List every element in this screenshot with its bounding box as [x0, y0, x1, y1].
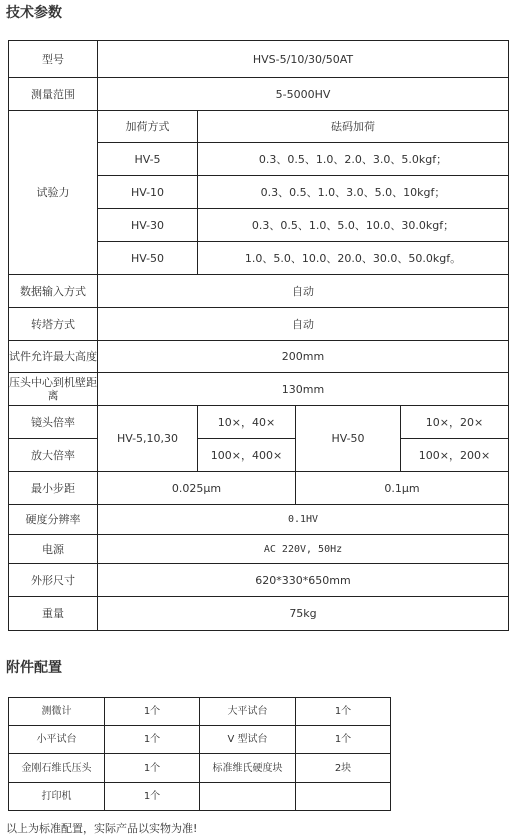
min-step-b: 0.1μm: [296, 472, 509, 505]
accessory-row: [9, 783, 391, 811]
accessory-qty: 1个: [296, 698, 391, 726]
resolution-label: 硬度分辨率: [9, 505, 98, 535]
spec-row-range: [9, 78, 509, 111]
accessories-table: [8, 697, 391, 811]
turret-value: 自动: [98, 308, 509, 341]
min-step-label: 最小步距: [9, 472, 98, 505]
range-value: 5-5000HV: [98, 78, 509, 111]
test-force-label: 试验力: [9, 111, 98, 275]
spec-row-throat: [9, 373, 509, 406]
model-label: 型号: [9, 41, 98, 78]
accessory-name: 小平试台: [9, 726, 105, 754]
spec-row-max-height: [9, 341, 509, 373]
force-values: 0.3、0.5、1.0、2.0、3.0、5.0kgf；: [198, 143, 509, 176]
force-model: HV-5: [98, 143, 198, 176]
magnification-a: 100×，400×: [198, 439, 296, 472]
spec-section-title: 技术参数: [6, 5, 62, 21]
group-b-label: HV-50: [296, 406, 401, 472]
max-height-label: 试件允许最大高度: [9, 341, 98, 373]
load-method-value: 砝码加荷: [198, 111, 509, 143]
group-a-label: HV-5,10,30: [98, 406, 198, 472]
accessory-qty: 2块: [296, 754, 391, 783]
accessory-name: V 型试台: [200, 726, 296, 754]
accessory-name: 标准维氏硬度块: [200, 754, 296, 783]
accessory-name: [200, 783, 296, 811]
spec-row-model: [9, 41, 509, 78]
magnification-b: 100×，200×: [401, 439, 509, 472]
range-label: 测量范围: [9, 78, 98, 111]
accessory-name: 金刚石维氏压头: [9, 754, 105, 783]
spec-row-resolution: [9, 505, 509, 535]
data-input-value: 自动: [98, 275, 509, 308]
accessory-qty: 1个: [105, 698, 200, 726]
force-model: HV-30: [98, 209, 198, 242]
accessory-qty: 1个: [105, 783, 200, 811]
throat-value: 130mm: [98, 373, 509, 406]
min-step-a: 0.025μm: [98, 472, 296, 505]
weight-label: 重量: [9, 597, 98, 631]
spec-row-load-method: [9, 111, 509, 143]
resolution-value: 0.1HV: [98, 505, 509, 535]
accessory-qty: 1个: [105, 726, 200, 754]
force-model: HV-10: [98, 176, 198, 209]
standard-config-note: 以上为标准配置，实际产品以实物为准!: [6, 822, 198, 835]
force-values: 0.3、0.5、1.0、3.0、5.0、10kgf；: [198, 176, 509, 209]
objective-label: 镜头倍率: [9, 406, 98, 439]
dimension-value: 620*330*650mm: [98, 564, 509, 597]
magnification-label: 放大倍率: [9, 439, 98, 472]
max-height-value: 200mm: [98, 341, 509, 373]
turret-label: 转塔方式: [9, 308, 98, 341]
accessory-row: [9, 698, 391, 726]
dimension-label: 外形尺寸: [9, 564, 98, 597]
spec-row-min-step: [9, 472, 509, 505]
objective-a: 10×，40×: [198, 406, 296, 439]
load-method-label: 加荷方式: [98, 111, 198, 143]
power-value: AC 220V, 50Hz: [98, 535, 509, 564]
accessory-qty: 1个: [105, 754, 200, 783]
data-input-label: 数据输入方式: [9, 275, 98, 308]
accessory-qty: 1个: [296, 726, 391, 754]
force-values: 0.3、0.5、1.0、5.0、10.0、30.0kgf；: [198, 209, 509, 242]
spec-row-turret: [9, 308, 509, 341]
spec-row-power: [9, 535, 509, 564]
accessory-qty: [296, 783, 391, 811]
force-model: HV-50: [98, 242, 198, 275]
spec-row-objective: [9, 406, 509, 439]
spec-row-dimension: [9, 564, 509, 597]
accessory-name: 大平试台: [200, 698, 296, 726]
spec-row-data-input: [9, 275, 509, 308]
spec-table: [8, 40, 509, 631]
spec-row-weight: [9, 597, 509, 631]
spec-row-magnification: [9, 439, 509, 472]
power-label: 电源: [9, 535, 98, 564]
weight-value: 75kg: [98, 597, 509, 631]
accessory-row: [9, 726, 391, 754]
throat-label: 压头中心到机壁距离: [9, 373, 98, 406]
objective-b: 10×，20×: [401, 406, 509, 439]
accessories-section-title: 附件配置: [6, 660, 62, 676]
force-values: 1.0、5.0、10.0、20.0、30.0、50.0kgf。: [198, 242, 509, 275]
model-value: HVS-5/10/30/50AT: [98, 41, 509, 78]
accessory-row: [9, 754, 391, 783]
accessory-name: 测微计: [9, 698, 105, 726]
accessory-name: 打印机: [9, 783, 105, 811]
